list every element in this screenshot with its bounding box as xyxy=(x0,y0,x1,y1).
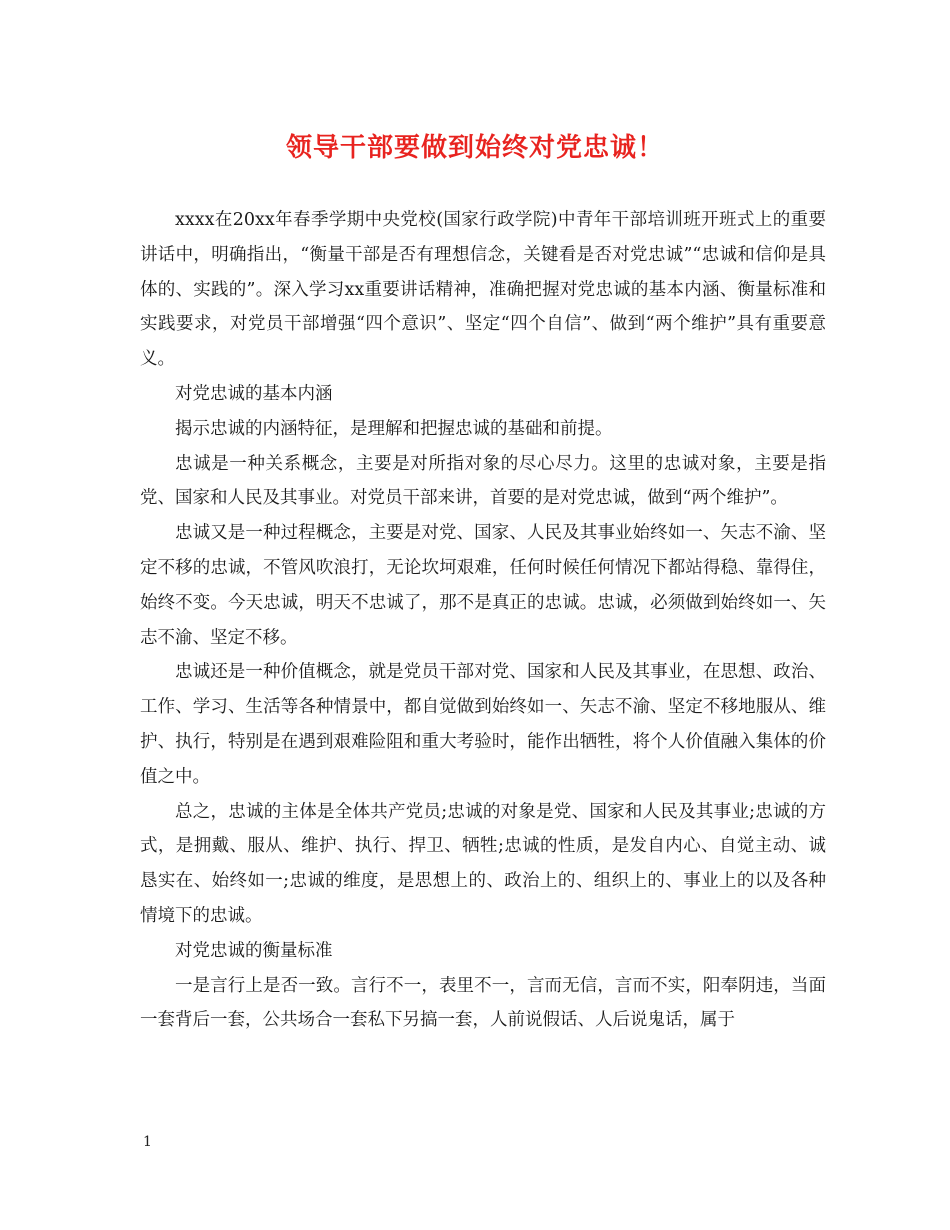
section-heading: 对党忠诚的衡量标准 xyxy=(175,940,333,961)
section-heading: 对党忠诚的基本内涵 xyxy=(175,383,333,404)
paragraph: 忠诚又是一种过程概念，主要是对党、国家、人民及其事业始终如一、矢志不渝、坚定不移的忠诚，不管风吹浪打，无论坎坷艰难，任何时候任何情况下都站得稳、靠得住，始终不变。今天忠诚，明天不忠诚了，那不是真正的忠诚。忠诚，必须做到始终如一、矢志不渝、坚定不移。 xyxy=(140,523,826,648)
document-body xyxy=(140,203,826,1038)
paragraph: 总之，忠诚的主体是全体共产党员;忠诚的对象是党、国家和人民及其事业;忠诚的方式，是拥戴、服从、维护、执行、捍卫、牺牲;忠诚的性质，是发自内心、自觉主动、诚恳实在、始终如一;忠诚的维度，是思想上的、政治上的、组织上的、事业上的以及各种情境下的忠诚。 xyxy=(140,801,826,926)
document-title: 领导干部要做到始终对党忠诚！ xyxy=(285,133,664,163)
paragraph: xxxx在20xx年春季学期中央党校(国家行政学院)中青年干部培训班开班式上的重要讲话中，明确指出，“衡量干部是否有理想信念，关键看是否对党忠诚”“忠诚和信仰是具体的、实践的”。深入学习xx重要讲话精神，准确把握对党忠诚的基本内涵、衡量标准和实践要求，对党员干部增强“四个意识”、坚定“四个自信”、做到“两个维护”具有重要意义。 xyxy=(140,210,826,370)
paragraph: 揭示忠诚的内涵特征，是理解和把握忠诚的基础和前提。 xyxy=(175,418,613,439)
page-number: 1 xyxy=(143,1134,152,1150)
paragraph: 忠诚还是一种价值概念，就是党员干部对党、国家和人民及其事业，在思想、政治、工作、学习、生活等各种情景中，都自觉做到始终如一、矢志不渝、坚定不移地服从、维护、执行，特别是在遇到艰难险阻和重大考验时，能作出牺牲，将个人价值融入集体的价值之中。 xyxy=(140,662,826,787)
paragraph: 忠诚是一种关系概念，主要是对所指对象的尽心尽力。这里的忠诚对象，主要是指党、国家和人民及其事业。对党员干部来讲，首要的是对党忠诚，做到“两个维护”。 xyxy=(140,453,826,509)
paragraph: 一是言行上是否一致。言行不一，表里不一，言而无信，言而不实，阳奉阴违，当面一套背后一套，公共场合一套私下另搞一套，人前说假话、人后说鬼话，属于 xyxy=(140,975,826,1031)
